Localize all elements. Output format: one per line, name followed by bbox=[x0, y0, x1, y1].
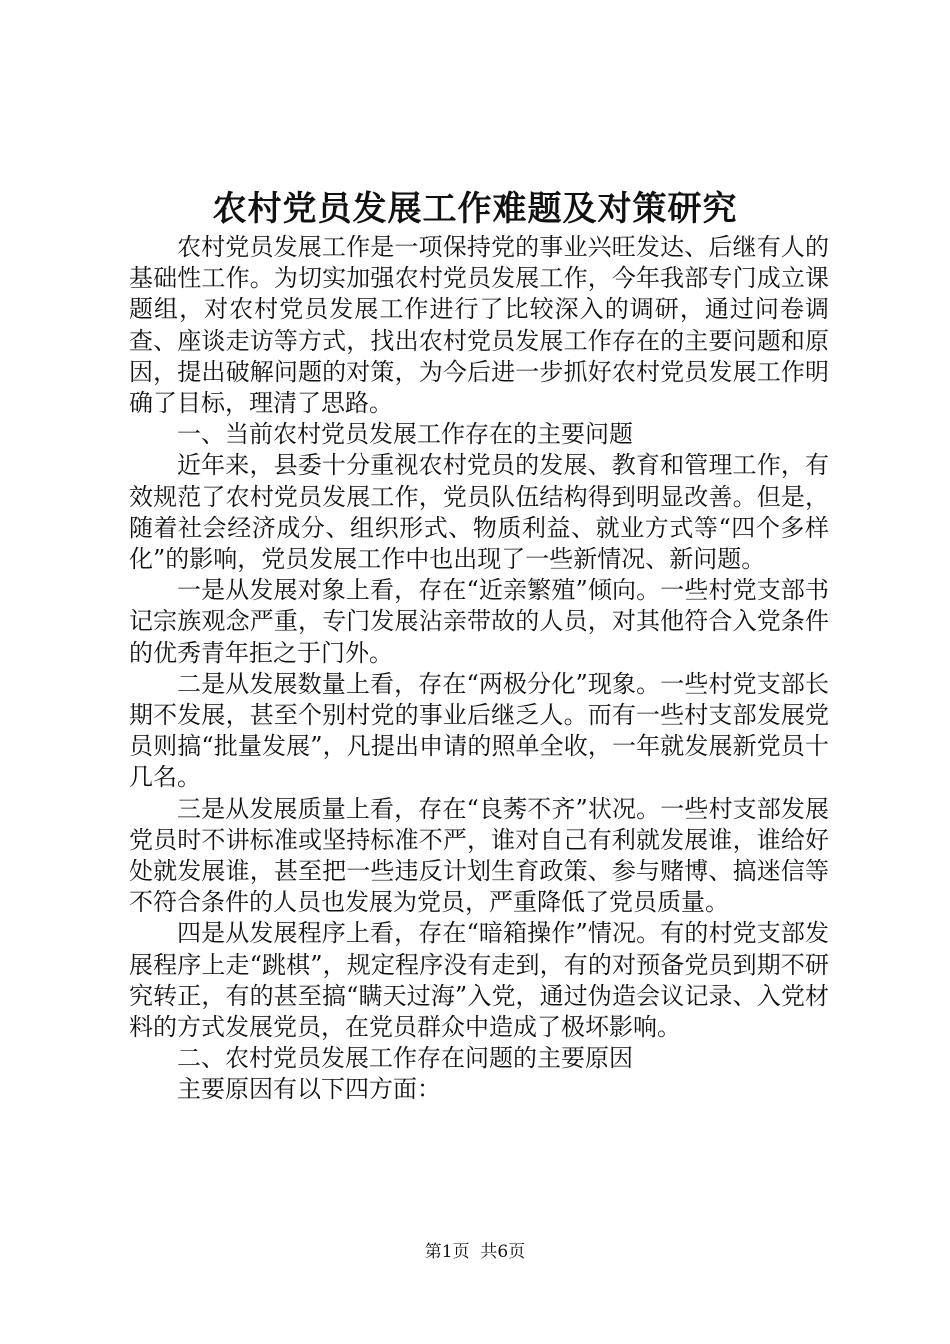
paragraph-problem-2: 二是从发展数量上看，存在“两极分化”现象。一些村党支部长期不发展，甚至个别村党的事业后继乏人。而有一些村支部发展党员则搞“批量发展”，凡提出申请的照单全收，一年就发展新党员十几名。 bbox=[129, 669, 829, 792]
section-heading-1: 一、当前农村党员发展工作存在的主要问题 bbox=[177, 420, 633, 449]
paragraph-problem-1: 一是从发展对象上看，存在“近亲繁殖”倾向。一些村党支部书记宗族观念严重，专门发展沾亲带故的人员，对其他符合入党条件的优秀青年拒之于门外。 bbox=[129, 576, 829, 667]
section-heading-2: 二、农村党员发展工作存在问题的主要原因 bbox=[177, 1044, 633, 1073]
paragraph-background: 近年来，县委十分重视农村党员的发展、教育和管理工作，有效规范了农村党员发展工作，党员队伍结构得到明显改善。但是，随着社会经济成分、组织形式、物质利益、就业方式等“四个多样化”的影响，党员发展工作中也出现了一些新情况、新问题。 bbox=[129, 451, 829, 574]
intro-paragraph: 农村党员发展工作是一项保持党的事业兴旺发达、后继有人的基础性工作。为切实加强农村党员发展工作，今年我部专门成立课题组，对农村党员发展工作进行了比较深入的调研，通过问卷调查、座谈走访等方式，找出农村党员发展工作存在的主要问题和原因，提出破解问题的对策，为今后进一步抓好农村党员发展工作明确了目标，理清了思路。 bbox=[129, 233, 829, 418]
paragraph-problem-3: 三是从发展质量上看，存在“良莠不齐”状况。一些村支部发展党员时不讲标准或坚持标准不严，谁对自己有利就发展谁，谁给好处就发展谁，甚至把一些违反计划生育政策、参与赌博、搞迷信等不符合条件的人员也发展为党员，严重降低了党员质量。 bbox=[129, 794, 829, 917]
document-body bbox=[129, 232, 829, 1106]
document-title: 农村党员发展工作难题及对策研究 bbox=[212, 189, 738, 229]
paragraph-problem-4: 四是从发展程序上看，存在“暗箱操作”情况。有的村党支部发展程序上走“跳棋”，规定程序没有走到，有的对预备党员到期不研究转正，有的甚至搞“瞒天过海”入党，通过伪造会议记录、入党材料的方式发展党员，在党员群众中造成了极坏影响。 bbox=[129, 919, 829, 1042]
page-footer: 第1页 共6页 bbox=[424, 1242, 526, 1262]
paragraph-causes-intro: 主要原因有以下四方面： bbox=[177, 1075, 441, 1104]
